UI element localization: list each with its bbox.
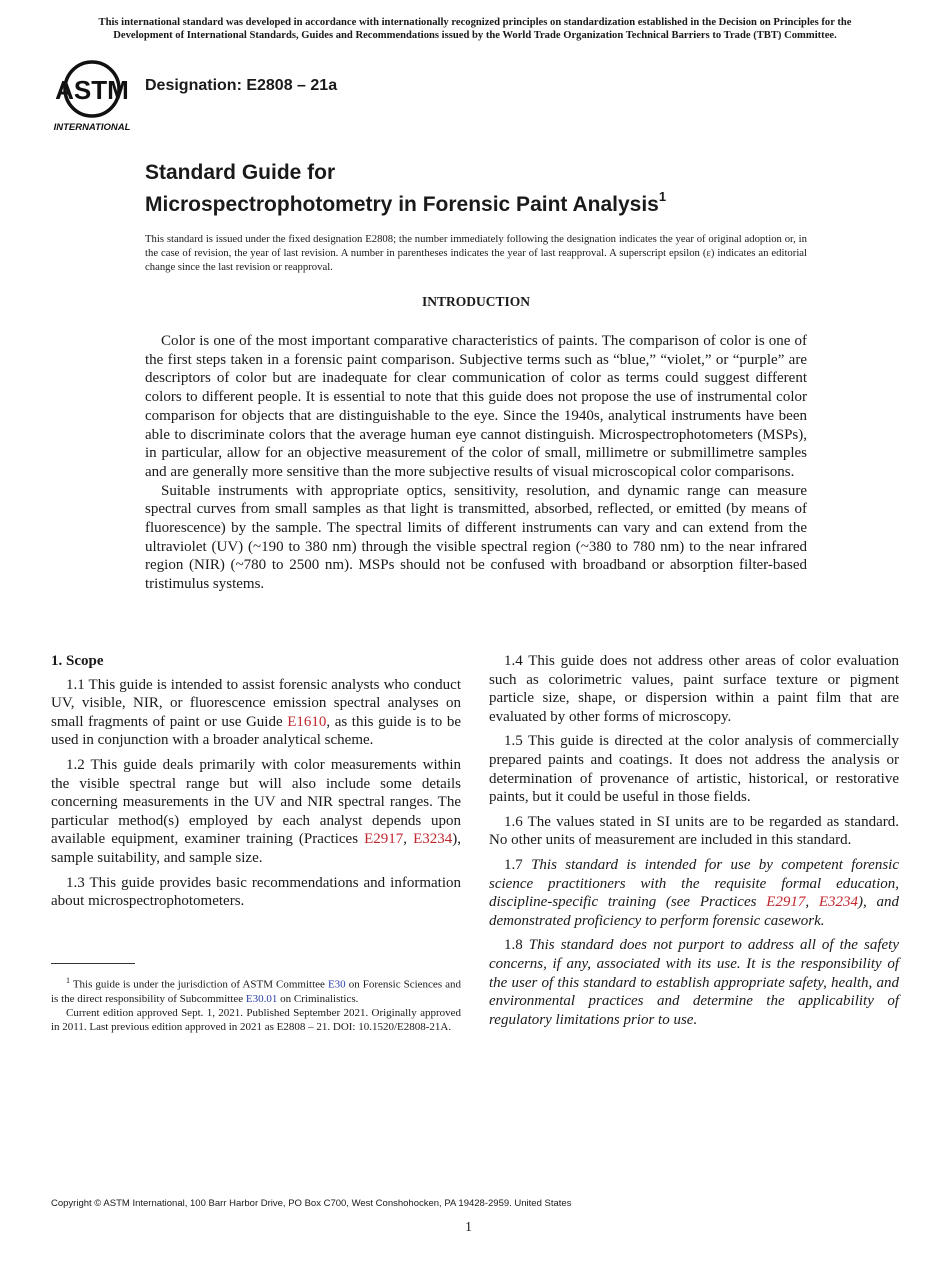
section-1-6: 1.6 The values stated in SI units are to be regarded as standard. No other units of measurement are included in this standard. [489,813,899,849]
link-e30-01[interactable]: E30.01 [245,992,278,1005]
astm-logo [52,55,136,133]
footnote-1: $^1$ This guide is under the jurisdiction of ASTM Committee E30 on Forensic Sciences and is the direct responsibility of Subcommittee E30.01 on Criminalistics. [51,976,462,1005]
left-column [51,652,461,917]
link-e1610[interactable]: E1610 [287,713,327,730]
section-1-4: 1.4 This guide does not address other areas of color evaluation such as colorimetric values, paint surface texture or pigment particle size, shape, or dispersion within a paint film that are evaluated by other forms of microscopy. [489,653,899,725]
link-e2917-b[interactable]: E2917 [766,894,806,911]
link-e3234[interactable]: E3234 [413,831,453,848]
document-title [145,160,666,218]
section-1-8: 1.8 This standard does not purport to address all of the safety concerns, if any, associated with its use. It is the responsibility of the user of this standard to establish appropriate safety, health, and environmental practices and determine the applicability of regulatory limitations prior to use. [489,937,899,1028]
footnote-edition: Current edition approved Sept. 1, 2021. Published September 2021. Originally approved in 2011. Last previous edition approved in 2021 as E2808 – 21. DOI: 10.1520/E2808-21A. [51,1006,461,1033]
issuance-note: This standard is issued under the fixed designation E2808; the number immediately following the designation indicates the year of original adoption or, in the case of revision, the year of last revision. A number in parentheses indicates the year of last reapproval. A superscript epsilon (ε) indicates an editorial change since the last revision or reapproval. [145,233,807,273]
logo-subtext: INTERNATIONAL [53,122,131,133]
logo-text: ASTM [55,75,129,105]
footnote [51,974,461,1034]
title-footnote-mark[interactable]: 1 [658,189,667,204]
right-column [489,652,899,1035]
title-line-2: Microspectrophotometry in Forensic Paint Analysis$^1$ [145,189,667,216]
copyright: Copyright © ASTM International, 100 Barr Harbor Drive, PO Box C700, West Conshohocken, PA 19428-2959. United States [51,1198,572,1209]
notice-line-1: This international standard was developed in accordance with internationally recognized principles on standardization established in the Decision on Principles for the [98,17,852,28]
notice-line-2: Development of International Standards, Guides and Recommendations issued by the World Trade Organization Technical Barriers to Trade (TBT) Committee. [113,30,837,41]
introduction-heading: INTRODUCTION [421,294,530,309]
intro-paragraph-1: Color is one of the most important comparative characteristics of paints. The comparison of color is one of the first steps taken in a forensic paint comparison. Subjective terms such as “blue,” “violet,” or “purple” are descriptors of color but are inadequate for clear communication of color as terms could suggest different colors to different people. It is essential to note that this guide does not propose the use of instrumental color comparison for objects that are distinguishable to the eye. Since the 1940s, analytical instruments have been able to discriminate colors that the average human eye cannot distinguish. Microspectrophotometers (MSPs), in particular, allow for an objective measurement of the color of small, millimetre or submillimetre samples and are generally more sensitive than the more subjective results of visual microscopical color comparisons. [145,333,807,480]
tbt-notice [20,16,930,42]
intro-paragraph-2: Suitable instruments with appropriate optics, sensitivity, resolution, and dynamic range can measure spectral curves from small samples as that light is transmitted, absorbed, reflected, or emitted (by means of fluorescence) by the sample. The spectral limits of different instruments can vary and can extend from the ultraviolet (UV) (~190 to 380 nm) through the visible spectral region (~380 to 780 nm) to the near infrared region (NIR) (~780 to 2500 nm). MSPs should not be confused with broadband or absorption filter-based tristimulus systems. [145,482,807,593]
page-number: 1 [465,1220,472,1235]
introduction [145,332,807,594]
section-1-2: 1.2 This guide deals primarily with color measurements within the visible spectral range but will also include some details concerning measurements in the UV and NIR spectral ranges. The particular method(s) employed by each analyst depends upon available equipment, examiner training (Practices E2917, E3234), sample suitability, and sample size. [51,756,462,866]
link-e30[interactable]: E30 [327,978,346,991]
footnote-divider [51,963,135,964]
link-e3234-b[interactable]: E3234 [818,894,859,911]
section-1-7: 1.7 This standard is intended for use by competent forensic science practitioners with the requisite formal education, discipline-specific training (see Practices E2917, E3234), and demonstrated proficiency to perform forensic casework. [489,856,900,929]
scope-heading: 1. Scope [51,653,104,669]
designation: Designation: E2808 – 21a [145,77,338,94]
title-line-1: Standard Guide for [145,161,336,184]
section-1-5: 1.5 This guide is directed at the color analysis of commercially prepared paints and coatings. It does not address the analysis or determination of provenance of artistic, historical, or restorative paints, but it could be useful in those fields. [489,733,899,806]
section-1-3: 1.3 This guide provides basic recommendations and information about microspectrophotometers. [51,874,461,910]
link-e2917[interactable]: E2917 [364,831,404,848]
section-1-1: 1.1 This guide is intended to assist forensic analysts who conduct UV, visible, NIR, or fluorescence emission spectral analyses on small fragments of paint or use Guide E1610, as this guide is to be used in conjunction with a broader analytical scheme. [51,676,461,749]
